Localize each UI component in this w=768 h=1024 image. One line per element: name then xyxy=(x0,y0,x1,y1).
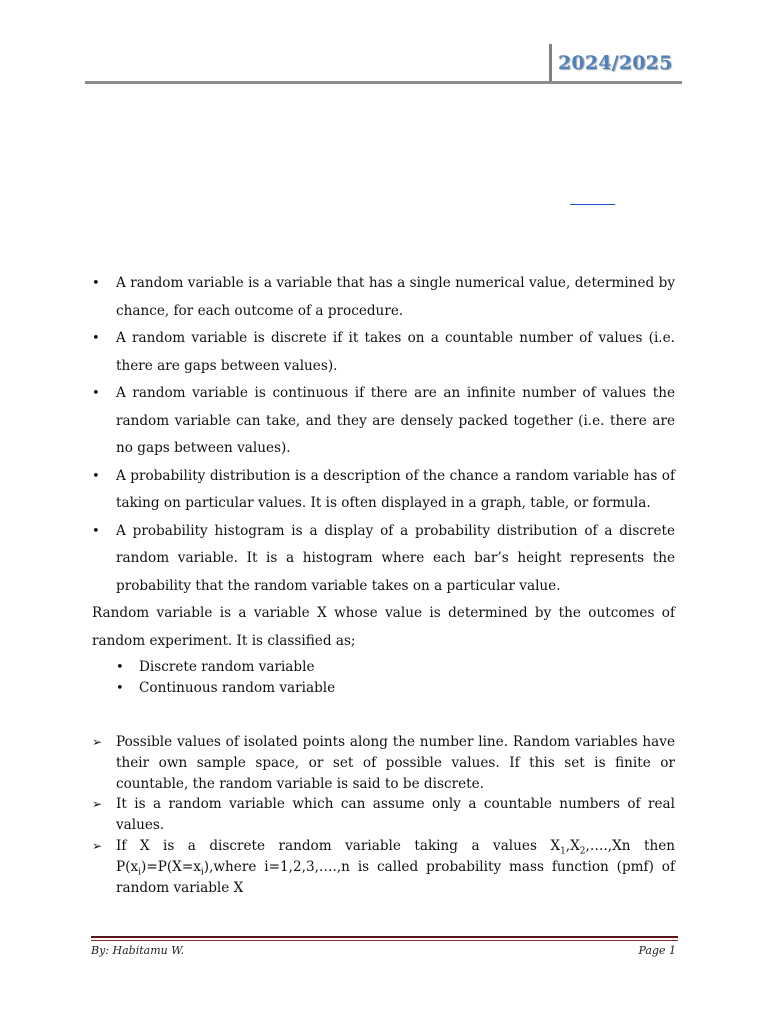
list-item-text: It is a random variable which can assume only a countable numbers of real values. xyxy=(116,796,675,834)
arrow-bullet-icon: ➢ xyxy=(92,797,103,812)
list-item-text: A random variable is continuous if there are an infinite number of values the random variable can take, and they are densely packed together (i.e. there are no gaps between values). xyxy=(116,385,675,456)
footer-author: By: Habitamu W. xyxy=(91,944,185,957)
list-item xyxy=(92,270,675,325)
pmf-definition-text xyxy=(116,838,675,896)
list-item-text: Continuous random variable xyxy=(139,680,336,696)
subscript: 2 xyxy=(579,846,586,857)
header-rule xyxy=(85,81,682,84)
bullet-icon: • xyxy=(116,681,124,696)
list-item xyxy=(92,325,675,380)
definition-list xyxy=(92,270,675,600)
subscript: 1 xyxy=(560,846,566,857)
list-item-text: A probability distribution is a description of the chance a random variable has of taking on particular values. It is often displayed in a graph, table, or formula. xyxy=(116,467,675,511)
bullet-icon: • xyxy=(92,386,100,401)
list-item xyxy=(92,732,675,794)
header-year: 2024/2025 xyxy=(558,52,673,74)
list-item-text: Possible values of isolated points along the number line. Random variables have their own sample space, or set of possible values. If this set is finite or countable, the random variable is said to be discrete. xyxy=(116,734,675,792)
list-item-text: A probability histogram is a display of a probability distribution of a discrete random variable. It is a histogram where each bar’s height represents the probability that the random variable takes on a particular value. xyxy=(116,522,675,594)
text-segment: ,….,Xn then P(x xyxy=(116,837,675,875)
text-segment: ),where i=1,2,3,….,n is called probability mass function (pmf) of random variable X xyxy=(116,858,675,896)
bullet-icon: • xyxy=(116,660,124,675)
list-item xyxy=(92,836,675,898)
classification-list xyxy=(92,657,675,699)
footer-rule-thin xyxy=(91,940,678,941)
list-item xyxy=(92,380,675,463)
text-segment: )=P(X=x xyxy=(141,858,201,875)
bullet-icon: • xyxy=(92,331,100,346)
list-item xyxy=(92,794,675,836)
list-item xyxy=(92,463,675,518)
list-item xyxy=(92,518,675,601)
discrete-properties-list xyxy=(92,732,675,898)
random-variable-paragraph: Random variable is a variable X whose value is determined by the outcomes of random experiment. It is classified as; xyxy=(92,605,675,649)
list-item-text: A random variable is a variable that has a single numerical value, determined by chance, for each outcome of a procedure. xyxy=(116,275,675,319)
arrow-bullet-icon: ➢ xyxy=(92,838,103,853)
subscript: i xyxy=(200,867,204,878)
bullet-icon: • xyxy=(92,468,100,484)
header-vertical-bar xyxy=(549,44,552,83)
list-item xyxy=(92,678,675,699)
footer-page-number: Page 1 xyxy=(638,944,676,957)
bullet-icon: • xyxy=(92,276,100,291)
main-content xyxy=(92,270,675,699)
list-item-text: A random variable is discrete if it takes on a countable number of values (i.e. there are gaps between values). xyxy=(116,330,675,374)
text-segment: If X is a discrete random variable taking a values X xyxy=(116,837,561,854)
footer-rule xyxy=(91,936,678,938)
list-item xyxy=(92,657,675,678)
bullet-icon: • xyxy=(92,523,100,539)
text-segment: ,X xyxy=(565,837,580,854)
list-item-text: Discrete random variable xyxy=(139,659,315,675)
arrow-bullet-icon: ➢ xyxy=(92,735,103,749)
subscript: i xyxy=(138,867,142,878)
hyperlink-underline[interactable] xyxy=(570,204,615,205)
